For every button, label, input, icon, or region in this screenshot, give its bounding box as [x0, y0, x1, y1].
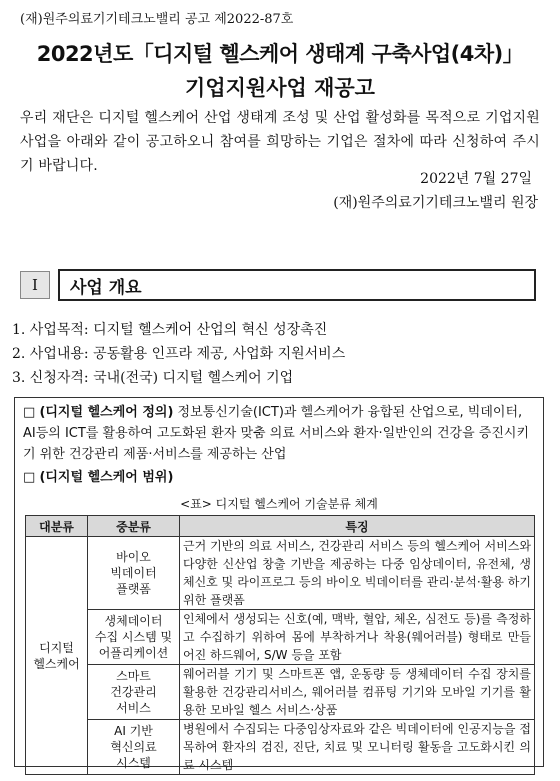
definition-text: 정보통신기술(ICT)과 헬스케어가 융합된 산업으로, 빅데이터, AI등의 ICT를 활용하여 고도화된 환자 맞춤 의료 서비스와 환자·일반인의 건강을 증진시키기 위한 건강관리 제품·서비스를 제공하는 산업: [23, 405, 530, 462]
issuer-name: (재)원주의료기기테크노밸리 원장: [333, 195, 538, 211]
definition-box: [14, 397, 544, 772]
feature-cell: 인체에서 생성되는 신호(예, 맥박, 혈압, 체온, 심전도 등)를 측정하고 수집하기 위하여 몸에 부착하거나 착용(웨어러블) 형태로 만들어진 하드웨어, S/W 등을 포함: [180, 610, 535, 665]
mid-category-cell: AI 기반 혁신의료 시스템: [88, 720, 180, 775]
table-header-major: 대분류: [26, 516, 88, 537]
checkbox-square-icon: □: [23, 405, 36, 420]
feature-cell: 웨어러블 기기 및 스마트폰 앱, 운동량 등 생체데이터 수집 장치를 활용한 건강관리서비스, 웨어러블 컴퓨팅 기기와 모바일 기기를 활용한 모바일 헬스 서비스·상품: [180, 665, 535, 720]
list-item: 3. 신청자격: 국내(전국) 디지털 헬스케어 기업: [12, 370, 294, 386]
section-number-badge: I: [20, 271, 50, 299]
table-row: [26, 720, 535, 775]
definition-label: (디지털 헬스케어 정의): [39, 405, 174, 420]
notice-date: 2022년 7월 27일: [420, 171, 532, 187]
overview-list: [12, 318, 345, 390]
table-caption: <표> 디지털 헬스케어 기술분류 체계: [180, 497, 378, 511]
scope-line: [23, 466, 173, 485]
list-item: 2. 사업내용: 공동활용 인프라 제공, 사업화 지원서비스: [12, 346, 346, 362]
mid-category-cell: 스마트 건강관리 서비스: [88, 665, 180, 720]
table-row: [26, 537, 535, 610]
section-title: 사업 개요: [58, 269, 536, 301]
checkbox-square-icon: □: [23, 470, 36, 485]
table-row: [26, 665, 535, 720]
document-title-line2: 기업지원사업 재공고: [185, 76, 375, 100]
intro-paragraph: 우리 재단은 디지털 헬스케어 산업 생태계 조성 및 산업 활성화를 목적으로 기업지원사업을 아래와 같이 공고하오니 참여를 희망하는 기업은 절차에 따라 신청하여 주시기 바랍니다.: [20, 110, 540, 174]
definition-paragraph: [23, 402, 535, 465]
classification-table: [25, 515, 535, 775]
major-category-cell: 디지털 헬스케어: [26, 537, 88, 775]
document-title-line1: 2022년도「디지털 헬스케어 생태계 구축사업(4차)」: [36, 42, 524, 66]
mid-category-cell: 바이오 빅데이터 플랫폼: [88, 537, 180, 610]
table-header-feature: 특징: [180, 516, 535, 537]
feature-cell: 근거 기반의 의료 서비스, 건강관리 서비스 등의 헬스케어 서비스와 다양한 신산업 창출 기반을 제공하는 다중 임상데이터, 유전체, 생체신호 및 라이프로그 등의 바이오 빅데이터를 관리·분석·활용 하기 위한 플랫폼: [180, 537, 535, 610]
feature-cell: 병원에서 수집되는 다중임상자료와 같은 빅데이터에 인공지능을 접목하여 환자의 검진, 진단, 치료 및 모니터링 활동을 고도화시킨 의료 시스템: [180, 720, 535, 775]
table-row: [26, 610, 535, 665]
mid-category-cell: 생체데이터 수집 시스템 및 어플리케이션: [88, 610, 180, 665]
scope-label: (디지털 헬스케어 범위): [39, 470, 174, 485]
list-item: 1. 사업목적: 디지털 헬스케어 산업의 혁신 성장촉진: [12, 322, 328, 338]
table-header-mid: 중분류: [88, 516, 180, 537]
notice-number: (재)원주의료기기테크노밸리 공고 제2022-87호: [20, 12, 294, 27]
